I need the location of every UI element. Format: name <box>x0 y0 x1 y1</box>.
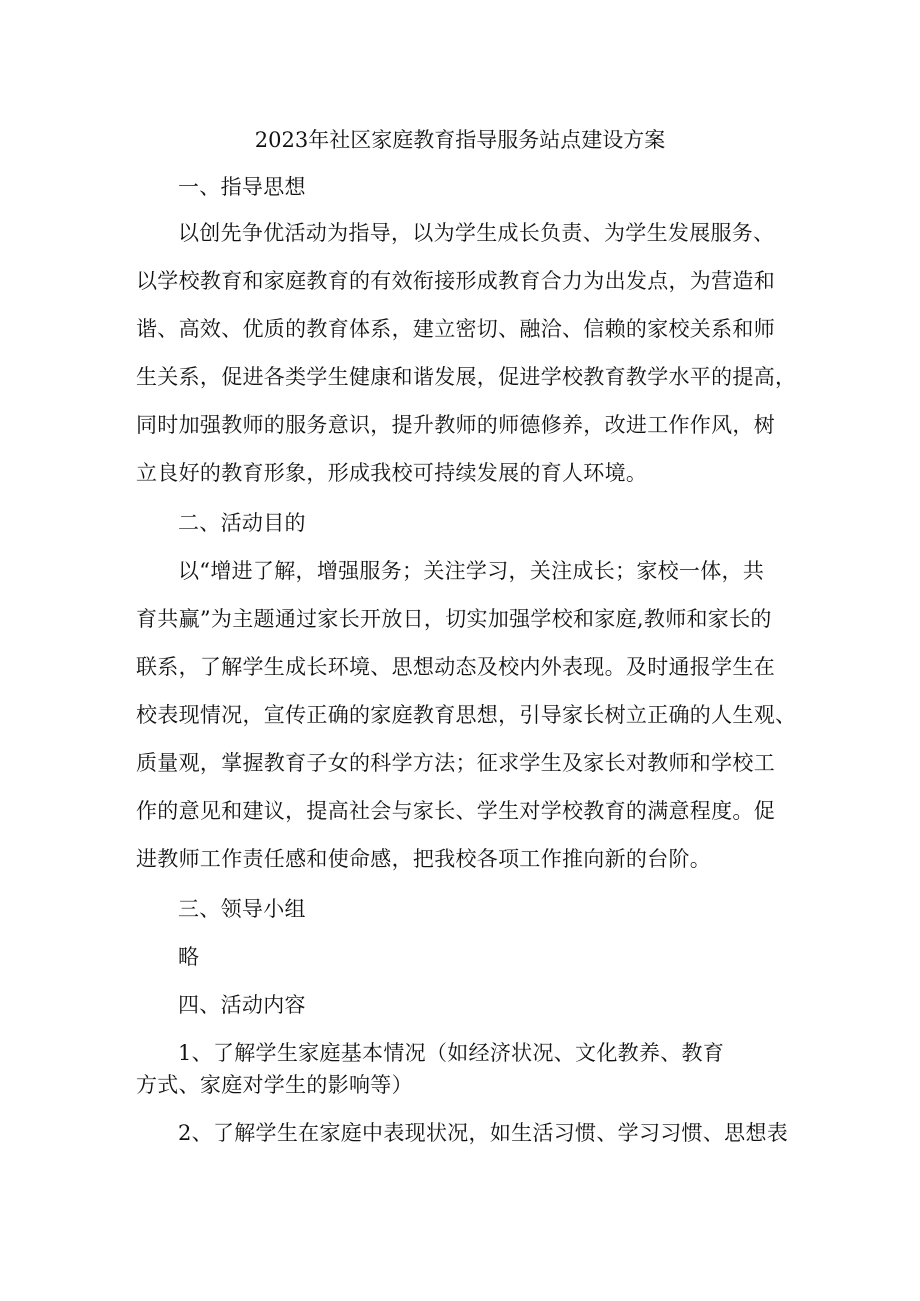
section-heading-leadership-group: 三、领导小组 <box>178 897 306 921</box>
paragraph-line: 质量观，掌握教育子女的科学方法；征求学生及家长对教师和学校工 <box>136 751 775 775</box>
paragraph-line: 校表现情况，宣传正确的家庭教育思想，引导家长树立正确的人生观、 <box>136 703 797 727</box>
paragraph-line: 作的意见和建议，提高社会与家长、学生对学校教育的满意程度。促 <box>136 799 775 823</box>
paragraph-line: 生关系，促进各类学生健康和谐发展，促进学校教育教学水平的提高， <box>136 365 797 389</box>
paragraph-line: 立良好的教育形象，形成我校可持续发展的育人环境。 <box>136 461 648 485</box>
paragraph-line: 同时加强教师的服务意识，提升教师的师德修养，改进工作作风，树 <box>136 413 775 437</box>
section-content-omitted: 略 <box>178 945 200 969</box>
paragraph-line: 育共赢”为主题通过家长开放日，切实加强学校和家庭,教师和家长的 <box>136 607 772 631</box>
list-item-line: 2、了解学生在家庭中表现状况，如生活习惯、学习习惯、思想表 <box>178 1121 789 1145</box>
section-heading-activity-content: 四、活动内容 <box>178 993 306 1017</box>
section-heading-activity-goal: 二、活动目的 <box>178 511 306 535</box>
paragraph-line: 以学校教育和家庭教育的有效衔接形成教育合力为出发点，为营造和 <box>136 269 775 293</box>
document-title: 2023年社区家庭教育指导服务站点建设方案 <box>254 128 666 152</box>
list-item-line: 1、了解学生家庭基本情况（如经济状况、文化教养、教育 <box>178 1041 725 1065</box>
paragraph-line: 联系，了解学生成长环境、思想动态及校内外表现。及时通报学生在 <box>136 655 775 679</box>
paragraph-line: 进教师工作责任感和使命感，把我校各项工作推向新的台阶。 <box>136 847 712 871</box>
paragraph-line: 谐、高效、优质的教育体系，建立密切、融洽、信赖的家校关系和师 <box>136 317 775 341</box>
paragraph-line: 以创先争优活动为指导，以为学生成长负责、为学生发展服务、 <box>178 221 775 245</box>
section-heading-guiding-thought: 一、指导思想 <box>178 175 306 199</box>
paragraph-line: 以“增进了解，增强服务；关注学习，关注成长；家校一体，共 <box>178 559 765 583</box>
list-item-line: 方式、家庭对学生的影响等） <box>136 1073 413 1097</box>
